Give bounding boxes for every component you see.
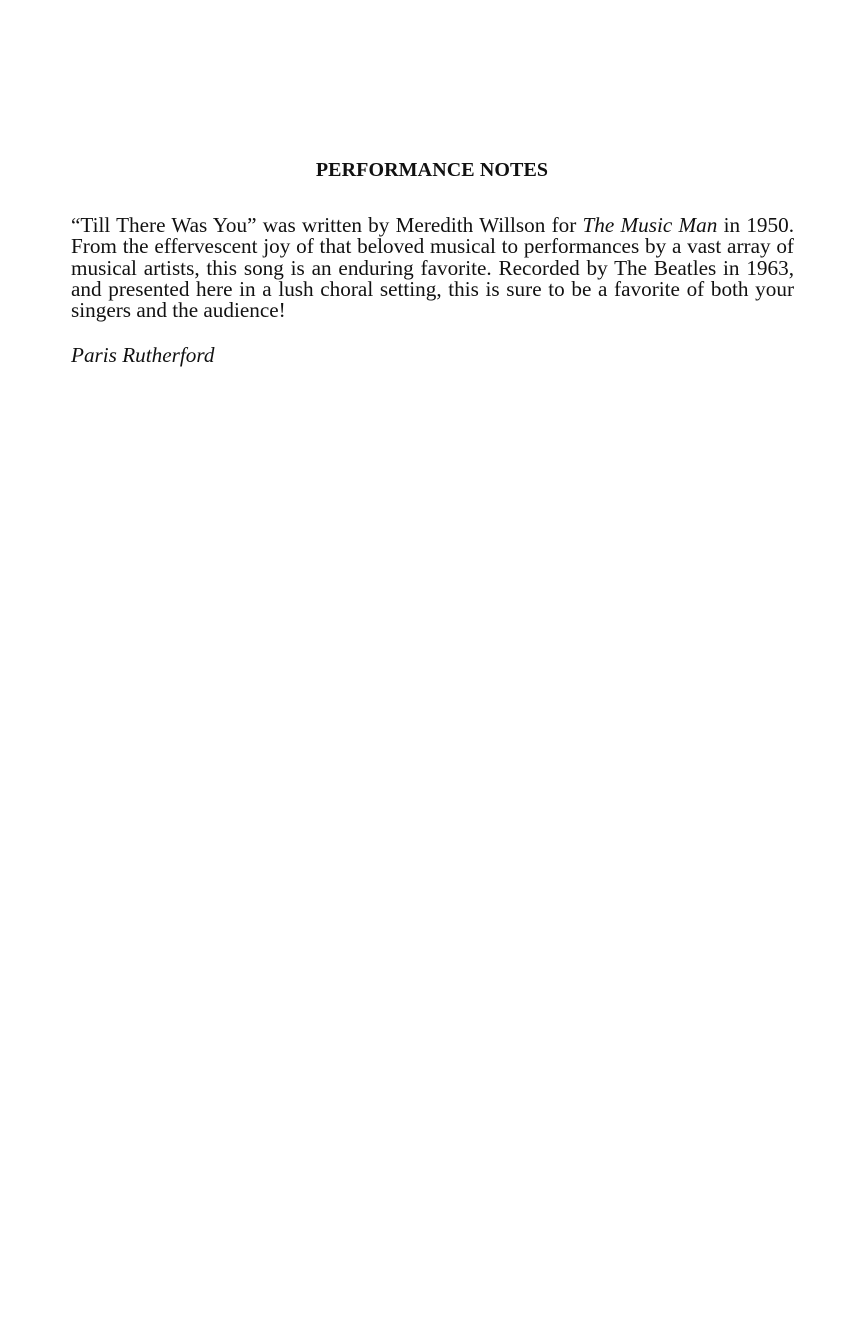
notes-text-intro: “Till There Was You” was written by Meredith Willson for: [71, 213, 583, 237]
show-title: The Music Man: [582, 213, 718, 237]
notes-text-body: in 1950. From the effervescent joy of that beloved musical to performances by a vast array of musical artists, this song is an enduring favorite. Recorded by The Beatles in 1963, and presented here in a lush choral setting, this is sure to be a favorite of both your singers and the audience!: [71, 213, 794, 323]
author-signature: Paris Rutherford: [71, 343, 215, 367]
notes-paragraph: [71, 215, 794, 321]
page-title: PERFORMANCE NOTES: [315, 159, 549, 181]
